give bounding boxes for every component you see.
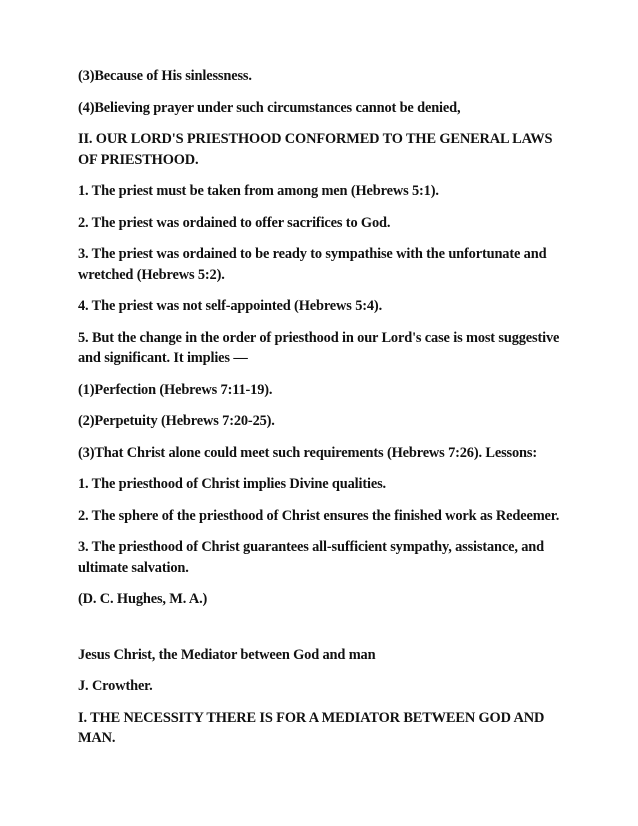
lesson-divine-qualities: 1. The priesthood of Christ implies Divine qualities. [78, 476, 387, 492]
section-heading-mediator-necessity: I. THE NECESSITY THERE IS FOR A MEDIATOR BETWEEN GOD AND MAN. [78, 709, 545, 746]
lesson-sympathy-salvation: 3. The priesthood of Christ guarantees all-sufficient sympathy, assistance, and ultimate salvation. [78, 539, 544, 576]
lesson-finished-work: 2. The sphere of the priesthood of Christ ensures the finished work as Redeemer. [78, 507, 560, 524]
sub-point-christ-alone: (3)That Christ alone could meet such requirements (Hebrews 7:26). Lessons: [78, 444, 537, 461]
point-priest-offer-sacrifices: 2. The priest was ordained to offer sacrifices to God. [78, 214, 391, 231]
section-spacer [78, 621, 568, 645]
point-priest-sympathise: 3. The priest was ordained to be ready to sympathise with the unfortunate and wretched (Hebrews 5:2). [78, 246, 547, 283]
sermon-author: J. Crowther. [78, 678, 153, 694]
point-priest-taken-from-men: 1. The priest must be taken from among men (Hebrews 5:1). [78, 183, 439, 199]
sermon-title: Jesus Christ, the Mediator between God and man [78, 646, 376, 663]
point-priest-not-self-appointed: 4. The priest was not self-appointed (Hebrews 5:4). [78, 298, 383, 314]
attribution: (D. C. Hughes, M. A.) [78, 591, 208, 607]
sinlessness-point: (3)Because of His sinlessness. [78, 68, 252, 84]
sub-point-perpetuity: (2)Perpetuity (Hebrews 7:20-25). [78, 413, 275, 429]
point-change-in-order: 5. But the change in the order of priesthood in our Lord's case is most suggestive and significant. It implies — [78, 329, 560, 366]
section-heading-priesthood-laws: II. OUR LORD'S PRIESTHOOD CONFORMED TO THE GENERAL LAWS OF PRIESTHOOD. [78, 131, 553, 168]
prayer-point: (4)Believing prayer under such circumstances cannot be denied, [78, 99, 461, 116]
sub-point-perfection: (1)Perfection (Hebrews 7:11-19). [78, 381, 273, 398]
